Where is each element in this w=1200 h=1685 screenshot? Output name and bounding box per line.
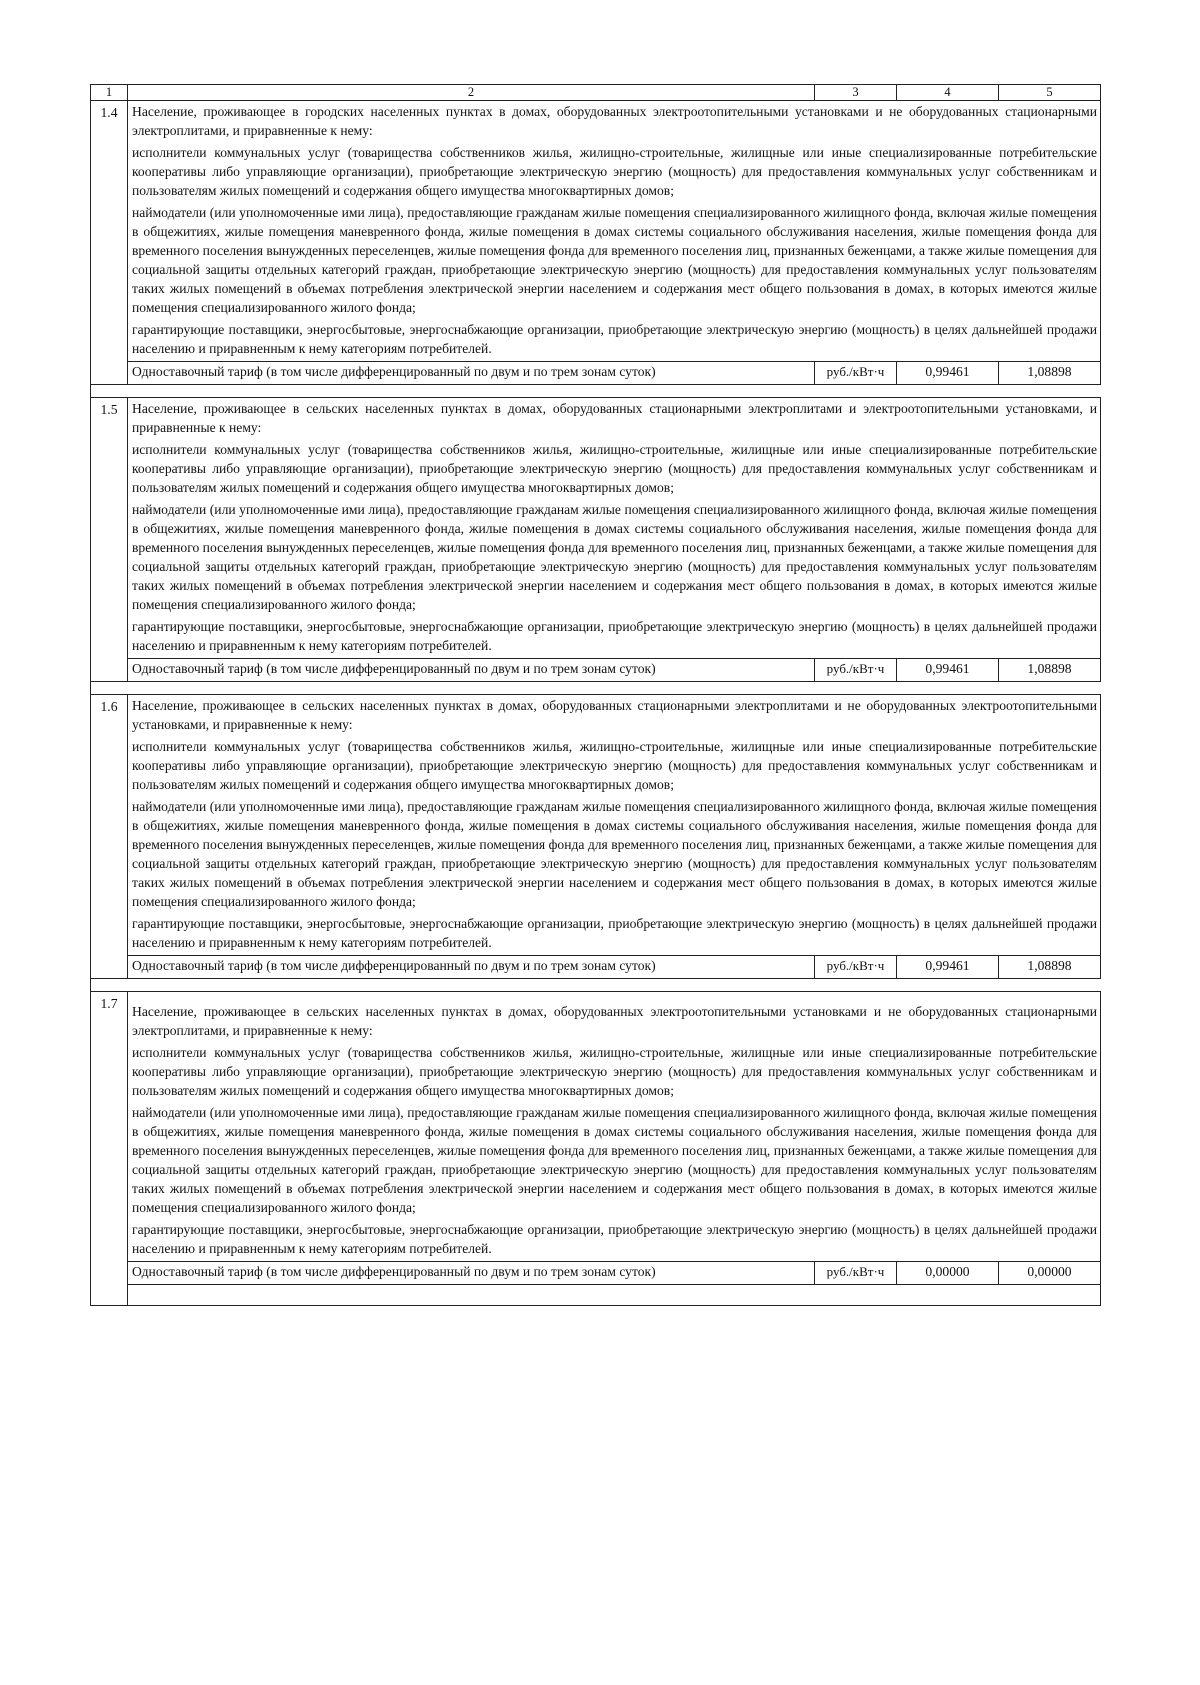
section-row — [91, 398, 1101, 659]
section-number: 1.5 — [91, 398, 128, 682]
tariff-value-col5: 1,08898 — [999, 956, 1101, 979]
section-number: 1.4 — [91, 101, 128, 385]
description-paragraph: наймодатели (или уполномоченные ими лица), предоставляющие гражданам жилые помещения специализированного жилищного фонда, включая жилые помещения в общежитиях, жилые помещения маневренного фонда, жилые помещения в домах системы социального обслуживания населения, жилые помещения фонда для временного поселения вынужденных переселенцев, жилые помещения фонда для временного поселения лиц, признанных беженцами, а также жилые помещения для социальной защиты отдельных категорий граждан, приобретающие электрическую энергию (мощность) для предоставления коммунальных услуг пользователям таких жилых помещений в объемах потребления электрической энергии населением и содержания мест общего пользования в домах, в которых имеются жилые помещения специализированного жилого фонда; — [132, 1105, 1097, 1215]
tariff-row — [91, 659, 1101, 682]
tariff-label: Одноставочный тариф (в том числе дифференцированный по двум и по трем зонам суток) — [128, 1262, 815, 1285]
section-description — [128, 101, 1101, 362]
tariff-value-col4: 0,99461 — [897, 956, 999, 979]
section-spacer — [91, 682, 1101, 695]
tariff-row — [91, 956, 1101, 979]
header-cell: 2 — [128, 85, 815, 101]
header-cell: 1 — [91, 85, 128, 101]
description-paragraph: Население, проживающее в городских населенных пунктах в домах, оборудованных электроотопительными установками и не оборудованных стационарными электроплитами, и приравненные к нему: — [132, 104, 1097, 138]
tariff-value-col4: 0,99461 — [897, 362, 999, 385]
description-paragraph: гарантирующие поставщики, энергосбытовые, энергоснабжающие организации, приобретающие электрическую энергию (мощность) в целях дальнейшей продажи населению и приравненным к нему категориям потребителей. — [132, 1222, 1097, 1256]
column-number-header — [91, 85, 1101, 101]
section-row — [91, 992, 1101, 1262]
tariff-table — [90, 84, 1101, 1306]
description-paragraph: гарантирующие поставщики, энергосбытовые, энергоснабжающие организации, приобретающие электрическую энергию (мощность) в целях дальнейшей продажи населению и приравненным к нему категориям потребителей. — [132, 322, 1097, 356]
tariff-label: Одноставочный тариф (в том числе дифференцированный по двум и по трем зонам суток) — [128, 659, 815, 682]
description-paragraph: наймодатели (или уполномоченные ими лица), предоставляющие гражданам жилые помещения специализированного жилищного фонда, включая жилые помещения в общежитиях, жилые помещения маневренного фонда, жилые помещения в домах системы социального обслуживания населения, жилые помещения фонда для временного поселения вынужденных переселенцев, жилые помещения фонда для временного поселения лиц, признанных беженцами, а также жилые помещения для социальной защиты отдельных категорий граждан, приобретающие электрическую энергию (мощность) для предоставления коммунальных услуг пользователям таких жилых помещений в объемах потребления электрической энергии населением и содержания мест общего пользования в домах, в которых имеются жилые помещения специализированного жилого фонда; — [132, 205, 1097, 315]
empty-cell — [128, 1285, 1101, 1306]
description-paragraph: Население, проживающее в сельских населенных пунктах в домах, оборудованных электроотопительными установками и не оборудованных стационарными электроплитами, и приравненные к нему: — [132, 1004, 1097, 1038]
section-description — [128, 992, 1101, 1262]
description-paragraph: исполнители коммунальных услуг (товарищества собственников жилья, жилищно-строительные, жилищные или иные специализированные потребительские кооперативы либо управляющие организации), приобретающие электрическую энергию (мощность) для предоставления коммунальных услуг собственникам и пользователям жилых помещений и содержания общего имущества многоквартирных домов; — [132, 739, 1097, 792]
description-paragraph: наймодатели (или уполномоченные ими лица), предоставляющие гражданам жилые помещения специализированного жилищного фонда, включая жилые помещения в общежитиях, жилые помещения маневренного фонда, жилые помещения в домах системы социального обслуживания населения, жилые помещения фонда для временного поселения вынужденных переселенцев, жилые помещения фонда для временного поселения лиц, признанных беженцами, а также жилые помещения для социальной защиты отдельных категорий граждан, приобретающие электрическую энергию (мощность) для предоставления коммунальных услуг пользователям таких жилых помещений в объемах потребления электрической энергии населением и содержания мест общего пользования в домах, в которых имеются жилые помещения специализированного жилого фонда; — [132, 799, 1097, 909]
tariff-value-col4: 0,00000 — [897, 1262, 999, 1285]
tariff-unit: руб./кВт·ч — [815, 956, 897, 979]
description-paragraph: Население, проживающее в сельских населенных пунктах в домах, оборудованных стационарными электроплитами и не оборудованных электроотопительными установками, и приравненные к нему: — [132, 698, 1097, 732]
tariff-value-col5: 0,00000 — [999, 1262, 1101, 1285]
tariff-value-col4: 0,99461 — [897, 659, 999, 682]
header-cell: 3 — [815, 85, 897, 101]
section-description — [128, 695, 1101, 956]
description-paragraph: гарантирующие поставщики, энергосбытовые, энергоснабжающие организации, приобретающие электрическую энергию (мощность) в целях дальнейшей продажи населению и приравненным к нему категориям потребителей. — [132, 916, 1097, 950]
tariff-row — [91, 362, 1101, 385]
description-paragraph: Население, проживающее в сельских населенных пунктах в домах, оборудованных стационарными электроплитами и электроотопительными установками, и приравненные к нему: — [132, 401, 1097, 435]
tariff-unit: руб./кВт·ч — [815, 1262, 897, 1285]
section-number: 1.6 — [91, 695, 128, 979]
tariff-row — [91, 1262, 1101, 1285]
description-paragraph: гарантирующие поставщики, энергосбытовые, энергоснабжающие организации, приобретающие электрическую энергию (мощность) в целях дальнейшей продажи населению и приравненным к нему категориям потребителей. — [132, 619, 1097, 653]
section-spacer — [91, 979, 1101, 992]
tariff-label: Одноставочный тариф (в том числе дифференцированный по двум и по трем зонам суток) — [128, 956, 815, 979]
tariff-value-col5: 1,08898 — [999, 659, 1101, 682]
description-paragraph: исполнители коммунальных услуг (товарищества собственников жилья, жилищно-строительные, жилищные или иные специализированные потребительские кооперативы либо управляющие организации), приобретающие электрическую энергию (мощность) для предоставления коммунальных услуг собственникам и пользователям жилых помещений и содержания общего имущества многоквартирных домов; — [132, 145, 1097, 198]
description-paragraph: исполнители коммунальных услуг (товарищества собственников жилья, жилищно-строительные, жилищные или иные специализированные потребительские кооперативы либо управляющие организации), приобретающие электрическую энергию (мощность) для предоставления коммунальных услуг собственникам и пользователям жилых помещений и содержания общего имущества многоквартирных домов; — [132, 1045, 1097, 1098]
section-row — [91, 101, 1101, 362]
section-spacer — [91, 385, 1101, 398]
section-row — [91, 695, 1101, 956]
tariff-value-col5: 1,08898 — [999, 362, 1101, 385]
section-number: 1.7 — [91, 992, 128, 1306]
header-cell: 4 — [897, 85, 999, 101]
tariff-unit: руб./кВт·ч — [815, 362, 897, 385]
tariff-document — [90, 84, 1100, 1306]
description-paragraph: исполнители коммунальных услуг (товарищества собственников жилья, жилищно-строительные, жилищные или иные специализированные потребительские кооперативы либо управляющие организации), приобретающие электрическую энергию (мощность) для предоставления коммунальных услуг собственникам и пользователям жилых помещений и содержания общего имущества многоквартирных домов; — [132, 442, 1097, 495]
header-cell: 5 — [999, 85, 1101, 101]
tariff-label: Одноставочный тариф (в том числе дифференцированный по двум и по трем зонам суток) — [128, 362, 815, 385]
section-description — [128, 398, 1101, 659]
description-paragraph: наймодатели (или уполномоченные ими лица), предоставляющие гражданам жилые помещения специализированного жилищного фонда, включая жилые помещения в общежитиях, жилые помещения маневренного фонда, жилые помещения в домах системы социального обслуживания населения, жилые помещения фонда для временного поселения вынужденных переселенцев, жилые помещения фонда для временного поселения лиц, признанных беженцами, а также жилые помещения для социальной защиты отдельных категорий граждан, приобретающие электрическую энергию (мощность) для предоставления коммунальных услуг пользователям таких жилых помещений в объемах потребления электрической энергии населением и содержания мест общего пользования в домах, в которых имеются жилые помещения специализированного жилого фонда; — [132, 502, 1097, 612]
table-end-row — [91, 1285, 1101, 1306]
tariff-unit: руб./кВт·ч — [815, 659, 897, 682]
